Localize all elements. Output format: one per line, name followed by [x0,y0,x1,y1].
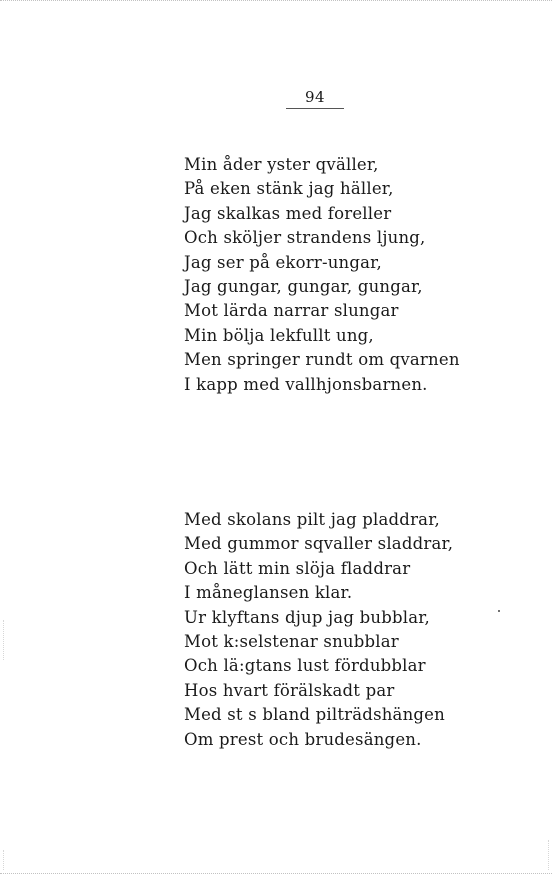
verse-line: Och sköljer strandens ljung, [184,228,426,248]
verse-line: Och lätt min slöja fladdrar [184,558,411,578]
verse-line: Om prest och brudesängen. [184,729,422,749]
verse-line: I kapp med vallhjonsbarnen. [184,374,428,394]
verse-line: Med gummor sqvaller sladdrar, [184,534,454,554]
verse-line: Med skolans pilt jag pladdrar, [184,510,440,529]
verse-line: I måneglansen klar. [184,583,353,603]
verse-line: Men springer rundt om qvarnen [184,350,460,370]
left-scan-mark-lower [3,850,4,870]
left-scan-mark [3,620,4,660]
verse-line: Ur klyftans djup jag bubblar, [184,607,430,627]
verse-line: Mot k:selstenar snubblar [184,631,399,651]
verse-line: Jag ser på ekorr-ungar, [184,252,382,272]
page-number-rule [286,108,344,109]
verse-line: Hos hvart förälskadt par [184,680,395,700]
verse-line: Med st s bland pilträdshängen [184,705,445,725]
page-number: 94 [304,88,326,106]
verse-line: Min åder yster qväller, [184,155,379,174]
stanza-2 [184,508,453,752]
print-speck [498,610,500,612]
right-scan-mark [548,840,549,870]
verse-line: Jag skalkas med foreller [184,203,392,223]
verse-line: På eken stänk jag häller, [184,179,394,199]
verse-line: Och lä:gtans lust fördubblar [184,656,426,676]
verse-line: Min bölja lekfullt ung, [184,325,374,345]
verse-line: Jag gungar, gungar, gungar, [184,276,423,296]
stanza-1 [184,153,460,397]
verse-line: Mot lärda narrar slungar [184,301,399,321]
top-scan-edge [0,0,552,1]
